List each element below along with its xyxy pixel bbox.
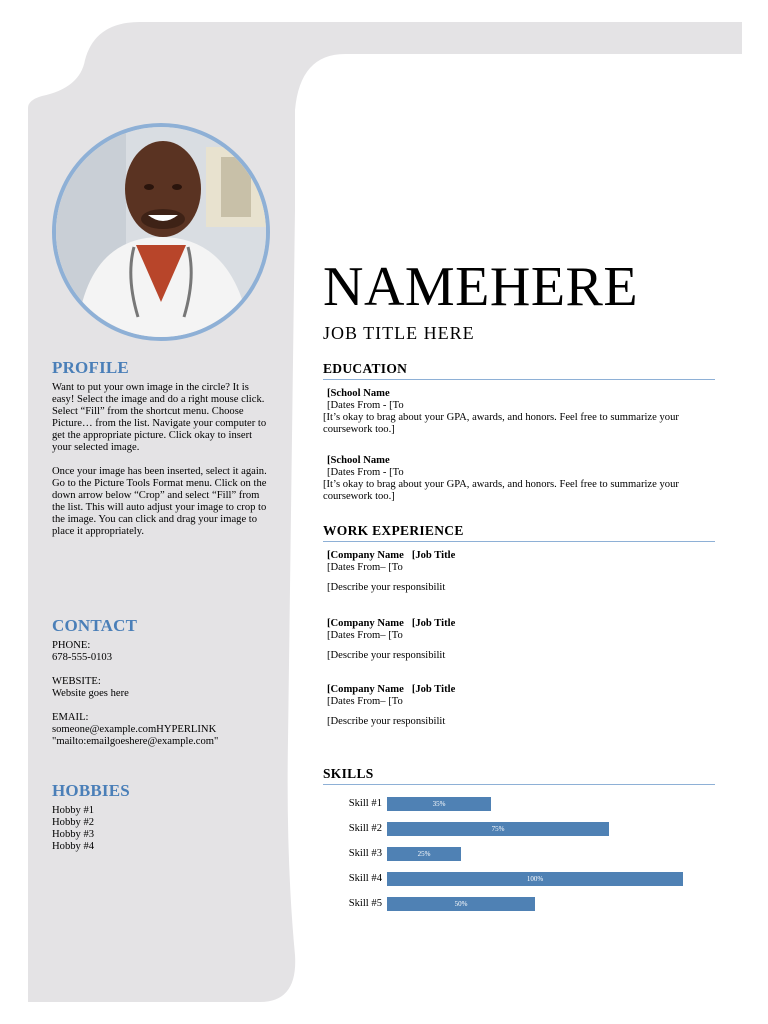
education-heading: EDUCATION — [323, 361, 715, 380]
hobbies-section — [52, 781, 272, 853]
work-section — [323, 523, 715, 542]
hobbies-heading: HOBBIES — [52, 781, 130, 800]
school-name: [School Name — [327, 455, 390, 466]
education-description: [It’s okay to brag about your GPA, awards, and honors. Feel free to summarize your coursework too.] — [323, 479, 679, 502]
skills-section — [323, 766, 715, 785]
person-name: NAMEHERE — [323, 256, 639, 318]
work-description: [Describe your responsibilit — [327, 650, 446, 661]
skill-label: Skill #2 — [348, 823, 382, 834]
website-label: WEBSITE: — [52, 676, 101, 687]
profile-heading: PROFILE — [52, 358, 129, 377]
skill-bar: 75% — [387, 822, 609, 836]
work-job-title: [Job Title — [411, 684, 456, 695]
education-dates: [Dates From - [To — [327, 400, 404, 411]
work-entry — [327, 550, 463, 594]
profile-photo[interactable] — [52, 123, 270, 341]
company-name: [Company Name — [327, 550, 404, 561]
work-job-title: [Job Title — [411, 550, 456, 561]
skill-label: Skill #1 — [348, 798, 382, 809]
skill-label: Skill #4 — [348, 873, 382, 884]
hobby-item: Hobby #4 — [52, 841, 95, 852]
work-dates: [Dates From– [To — [327, 696, 403, 707]
school-name: [School Name — [327, 388, 390, 399]
contact-section — [52, 616, 272, 748]
skills-heading: SKILLS — [323, 766, 715, 785]
work-dates: [Dates From– [To — [327, 562, 403, 573]
education-entry — [323, 388, 718, 436]
work-entry — [327, 618, 463, 662]
skill-label: Skill #5 — [348, 898, 382, 909]
work-description: [Describe your responsibilit — [327, 582, 446, 593]
job-title: JOB TITLE HERE — [323, 323, 475, 343]
work-dates: [Dates From– [To — [327, 630, 403, 641]
skill-bar: 50% — [387, 897, 535, 911]
education-description: [It’s okay to brag about your GPA, awards, and honors. Feel free to summarize your coursework too.] — [323, 412, 679, 435]
hobby-item: Hobby #3 — [52, 829, 95, 840]
work-entry — [327, 684, 463, 728]
skill-bar: 35% — [387, 797, 491, 811]
education-dates: [Dates From - [To — [327, 467, 404, 478]
doctor-photo-icon — [56, 127, 266, 337]
education-section — [323, 361, 715, 380]
skill-bar: 25% — [387, 847, 461, 861]
email-label: EMAIL: — [52, 712, 89, 723]
profile-paragraph-2: Once your image has been inserted, select it again. Go to the Picture Tools Format menu. Click on the down arrow below “Crop” and select “Fill” from the list. This will auto adjust your image to crop to the image. You can click and drag your image to place it appropriately. — [52, 466, 267, 537]
company-name: [Company Name — [327, 618, 404, 629]
email-value-line2[interactable]: "mailto:emailgoeshere@example.com" — [52, 736, 219, 747]
work-heading: WORK EXPERIENCE — [323, 523, 715, 542]
hobby-item: Hobby #1 — [52, 805, 95, 816]
contact-heading: CONTACT — [52, 616, 138, 635]
education-entry — [323, 455, 718, 503]
profile-section — [52, 358, 272, 538]
skill-label: Skill #3 — [348, 848, 382, 859]
work-description: [Describe your responsibilit — [327, 716, 446, 727]
profile-paragraph-1: Want to put your own image in the circle? It is easy! Select the image and do a right mouse click. Select “Fill” from the shortcut menu. Choose Picture… from the list. Navigate your computer to get the appropriate picture. Click okay to insert your selected image. — [52, 382, 267, 453]
website-value[interactable]: Website goes here — [52, 688, 129, 699]
email-value-line1[interactable]: someone@example.comHYPERLINK — [52, 724, 217, 735]
hobby-item: Hobby #2 — [52, 817, 95, 828]
phone-label: PHONE: — [52, 640, 91, 651]
phone-value: 678-555-0103 — [52, 652, 113, 663]
skill-bar: 100% — [387, 872, 683, 886]
work-job-title: [Job Title — [411, 618, 456, 629]
company-name: [Company Name — [327, 684, 404, 695]
